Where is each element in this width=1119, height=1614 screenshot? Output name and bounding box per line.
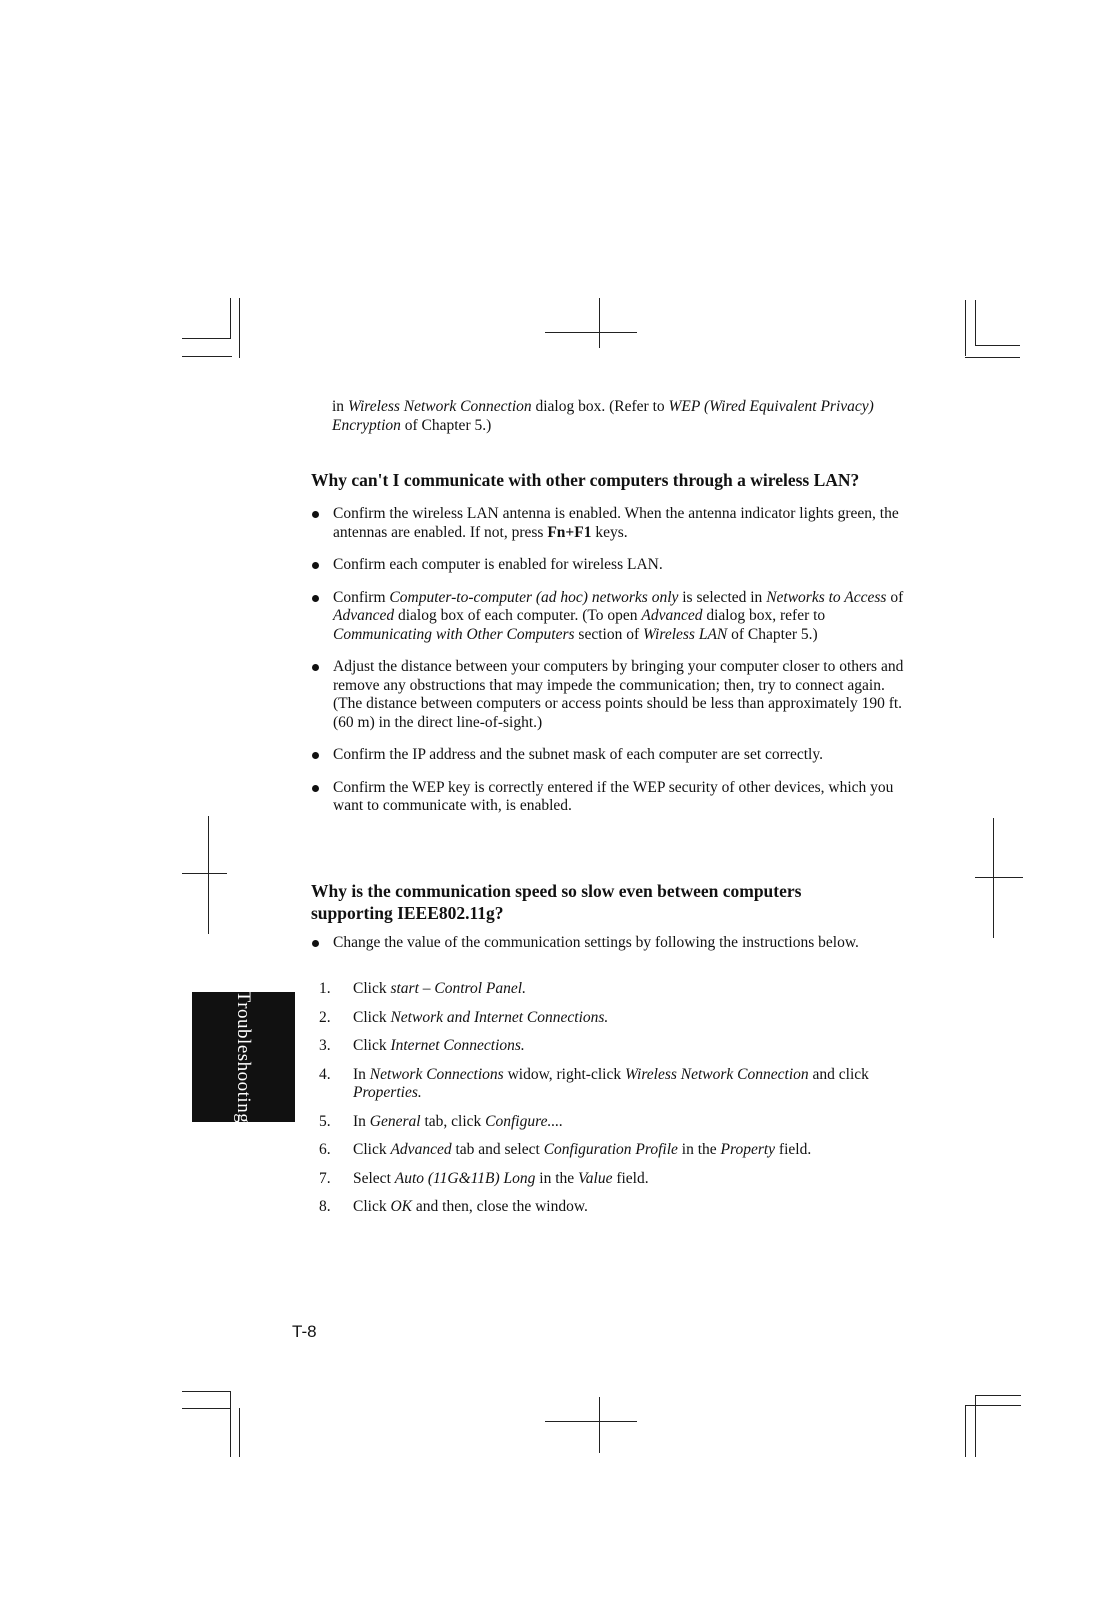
bullet-icon	[312, 595, 319, 602]
text-run: widow, right-click	[503, 1065, 625, 1083]
bullet-icon	[312, 940, 319, 947]
text-run: is selected in	[678, 588, 767, 606]
step-number: 2.	[319, 1008, 331, 1026]
text-run: of	[886, 588, 904, 606]
italic-text: Internet Connections.	[390, 1037, 525, 1054]
text-run: dialog box of each computer. (To open	[394, 607, 642, 624]
step-text	[353, 980, 526, 997]
text-run: field.	[612, 1169, 649, 1187]
step-text	[353, 1037, 525, 1054]
text-run: tab and select	[451, 1141, 544, 1158]
step-item	[311, 1009, 911, 1028]
text-run: Confirm the wireless LAN antenna is enabled. When the antenna indicator lights green, the antennas are enabled. If not, press	[333, 505, 899, 541]
step-item	[311, 1170, 911, 1189]
italic-text: Configure....	[485, 1112, 563, 1130]
italic-text: Properties.	[353, 1084, 422, 1101]
bullet-list-wireless-lan	[311, 505, 911, 816]
bullet-icon	[312, 511, 319, 518]
text-run: in the	[535, 1169, 579, 1187]
text-run: Click	[353, 980, 391, 997]
bullet-item	[311, 746, 911, 765]
bullet-icon	[312, 752, 319, 759]
step-number: 5.	[319, 1112, 331, 1130]
text-run: in	[332, 398, 348, 415]
text-run: of Chapter 5.)	[400, 416, 492, 434]
italic-text: Wireless LAN	[643, 625, 728, 643]
text-run: Click	[353, 1008, 391, 1026]
bullet-list-speed	[311, 934, 911, 953]
italic-text: Advanced	[390, 1141, 452, 1158]
step-text	[353, 1198, 588, 1215]
chapter-side-tab	[192, 992, 295, 1122]
italic-text: start – Control Panel.	[390, 980, 526, 997]
text-run: Confirm the WEP key is correctly entered if the WEP security of other devices, which you want to communicate with, is enabled.	[333, 778, 894, 814]
italic-text: Network Connections	[369, 1065, 504, 1083]
bullet-icon	[312, 664, 319, 671]
side-tab-label: Troubleshooting	[233, 990, 254, 1124]
step-item	[311, 980, 911, 999]
step-text	[353, 1066, 869, 1102]
text-run: Click	[353, 1037, 391, 1054]
step-item	[311, 1113, 911, 1132]
bullet-item	[311, 505, 911, 542]
italic-text: Communicating with Other Computers	[333, 625, 575, 643]
italic-text: Advanced	[333, 607, 395, 624]
text-run: In	[353, 1065, 370, 1083]
step-item	[311, 1198, 911, 1217]
italic-text: Network and Internet Connections.	[390, 1008, 609, 1026]
text-run: dialog box, refer to	[702, 607, 826, 624]
italic-text: Property	[720, 1141, 776, 1158]
step-text	[353, 1009, 608, 1026]
text-run: Change the value of the communication settings by following the instructions below.	[333, 934, 859, 951]
italic-text: Computer-to-computer (ad hoc) networks only	[389, 588, 679, 606]
text-run: Click	[353, 1141, 391, 1158]
text-run: and then, close the window.	[412, 1198, 588, 1215]
step-item	[311, 1141, 911, 1160]
intro-paragraph	[332, 398, 892, 435]
text-run: Select	[353, 1169, 395, 1187]
step-number: 1.	[319, 980, 331, 997]
step-text	[353, 1170, 649, 1187]
italic-text: WEP (Wired Equivalent Privacy) Encryption	[332, 398, 874, 434]
bullet-item	[311, 934, 911, 953]
text-run: Confirm	[333, 588, 390, 606]
section-heading-wireless-lan: Why can't I communicate with other computers through a wireless LAN?	[311, 470, 860, 490]
text-run: Confirm the IP address and the subnet mask of each computer are set correctly.	[333, 746, 823, 763]
step-text	[353, 1141, 811, 1158]
bold-text: Fn+F1	[547, 523, 592, 541]
bullet-item	[311, 589, 911, 645]
text-run: section of	[574, 625, 643, 643]
italic-text: General	[369, 1112, 421, 1130]
italic-text: Advanced	[641, 607, 703, 624]
step-text	[353, 1113, 563, 1130]
text-run: of Chapter 5.)	[727, 625, 818, 643]
bullet-icon	[312, 785, 319, 792]
text-run: field.	[775, 1141, 812, 1158]
italic-text: Auto (11G&11B) Long	[394, 1169, 536, 1187]
text-run: In	[353, 1112, 370, 1130]
text-run: in the	[677, 1141, 721, 1158]
step-number: 6.	[319, 1141, 331, 1158]
step-number: 3.	[319, 1037, 331, 1054]
italic-text: Wireless Network Connection	[347, 398, 532, 415]
bullet-item	[311, 779, 911, 816]
section-heading-speed: Why is the communication speed so slow even between computers supporting IEEE802.11g?	[311, 881, 802, 923]
step-item	[311, 1037, 911, 1056]
text-run: Confirm each computer is enabled for wireless LAN.	[333, 556, 663, 573]
italic-text: OK	[390, 1198, 413, 1215]
italic-text: Networks to Access	[766, 588, 887, 606]
page-number: T-8	[292, 1322, 317, 1341]
text-run: keys.	[591, 523, 628, 541]
step-number: 7.	[319, 1169, 331, 1187]
step-number: 4.	[319, 1065, 331, 1083]
bullet-item	[311, 658, 911, 732]
italic-text: Configuration Profile	[543, 1141, 678, 1158]
step-number: 8.	[319, 1198, 331, 1215]
text-run: Adjust the distance between your computers by bringing your computer closer to others and remove any obstructions that may impede the communication; then, try to connect again. (The distance between computers or access points should be less than approximately 190 ft. (60 m) in the direct line-of-sight.)	[333, 658, 904, 731]
italic-text: Wireless Network Connection	[624, 1065, 809, 1083]
bullet-item	[311, 556, 911, 575]
text-run: Click	[353, 1198, 391, 1215]
text-run: and click	[808, 1065, 869, 1083]
text-run: tab, click	[420, 1112, 486, 1130]
text-run: dialog box. (Refer to	[531, 398, 669, 415]
italic-text: Value	[578, 1169, 613, 1187]
step-item	[311, 1066, 911, 1103]
numbered-steps	[311, 980, 911, 1217]
bullet-icon	[312, 562, 319, 569]
